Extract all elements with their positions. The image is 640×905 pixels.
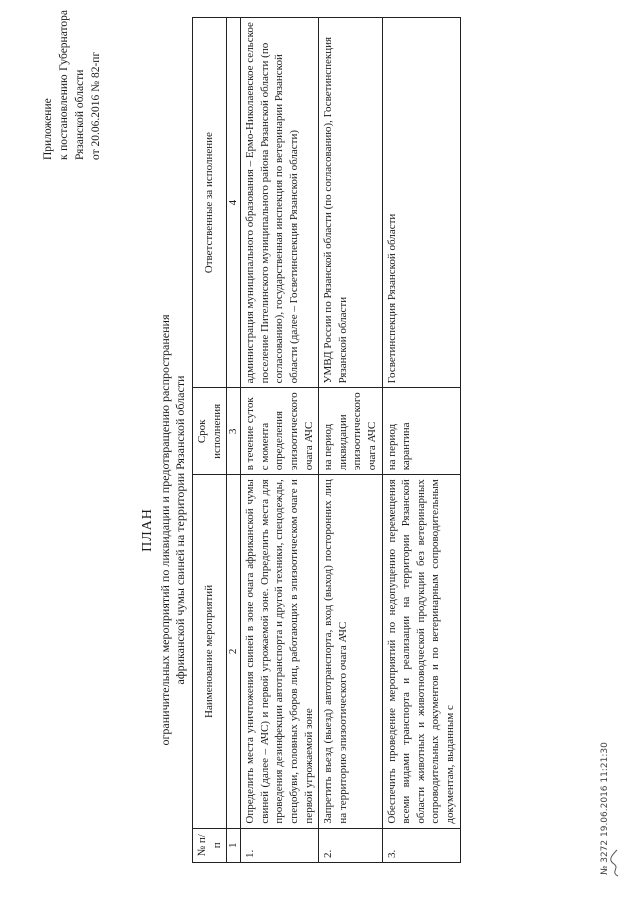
table-row xyxy=(319,18,382,863)
appendix-title: Приложение xyxy=(42,98,54,160)
table-row xyxy=(241,18,319,863)
row-term: в течение суток с момента определения эпизоотического очага АЧС xyxy=(241,388,319,475)
row-term: на период карантина xyxy=(382,388,460,475)
row-measure: Обеспечить проведение мероприятий по недопущению перемещения всеми видами транспорта и реализации на территории Рязанской области животных и животноводческой продукции без ветеринарных сопроводительных документов и по ветеринарным сопроводительным документам, выданным с xyxy=(382,475,460,828)
appendix-line3: от 20.06.2016 № 82-пг xyxy=(90,51,102,160)
table-row xyxy=(382,18,460,863)
col-number: 1 xyxy=(227,828,241,862)
row-term: на период ликвидации эпизоотического очага АЧС xyxy=(319,388,382,475)
header-num: № п/п xyxy=(193,828,227,862)
row-num: 3. xyxy=(382,828,460,862)
row-measure: Определить места уничтожения свиней в зоне очага африканской чумы свиней (далее – АЧС) и первой угрожаемой зоне. Определить места для проведения дезинфекции автотранспорта и другой техники, спецодежды, спецобуви, головных уборов лиц, работающих в эпизоотическом очаге и первой угрожаемой зоне xyxy=(241,475,319,828)
row-responsible: администрация муниципального образования – Ермо-Николаевское сельское поселение Пителинского муниципального района Рязанской области (по согласованию), государственная инспекция по ветеринарии Рязанской области (далее – Госветинспекция Рязанской области) xyxy=(241,18,319,388)
registration-stamp: № 3272 19.06.2016 11:21:30 xyxy=(600,742,610,875)
row-num: 1. xyxy=(241,828,319,862)
header-term: Срок исполнения xyxy=(193,388,227,475)
appendix-line1-left: к xyxy=(58,154,70,160)
appendix-line2: Рязанской области xyxy=(74,69,86,160)
appendix-line1-mid: постановлению xyxy=(58,74,70,151)
row-measure: Запретить въезд (выезд) автотранспорта, вход (выход) посторонних лиц на территорию эпизоотического очага АЧС xyxy=(319,475,382,828)
row-num: 2. xyxy=(319,828,382,862)
measures-table xyxy=(192,17,461,863)
appendix-line1-right: Губернатора xyxy=(58,10,70,71)
table-header-row xyxy=(193,18,227,863)
appendix-block xyxy=(40,10,104,160)
document-heading xyxy=(140,295,188,765)
row-responsible: УМВД России по Рязанской области (по согласованию), Госветинспекция Рязанской области xyxy=(319,18,382,388)
heading-line2: африканской чумы свиней на территории Рязанской области xyxy=(173,375,187,685)
heading-line1: ограничительных мероприятий по ликвидации и предотвращению распространения xyxy=(158,314,172,746)
appendix-line1 xyxy=(56,10,72,160)
signature-mark xyxy=(608,849,622,877)
col-number: 2 xyxy=(227,475,241,828)
header-responsible: Ответственные за исполнение xyxy=(193,18,227,388)
plan-title: ПЛАН xyxy=(140,508,155,552)
table-numbering-row xyxy=(227,18,241,863)
header-name: Наименование мероприятий xyxy=(193,475,227,828)
row-responsible: Госветинспекция Рязанской области xyxy=(382,18,460,388)
col-number: 4 xyxy=(227,18,241,388)
col-number: 3 xyxy=(227,388,241,475)
